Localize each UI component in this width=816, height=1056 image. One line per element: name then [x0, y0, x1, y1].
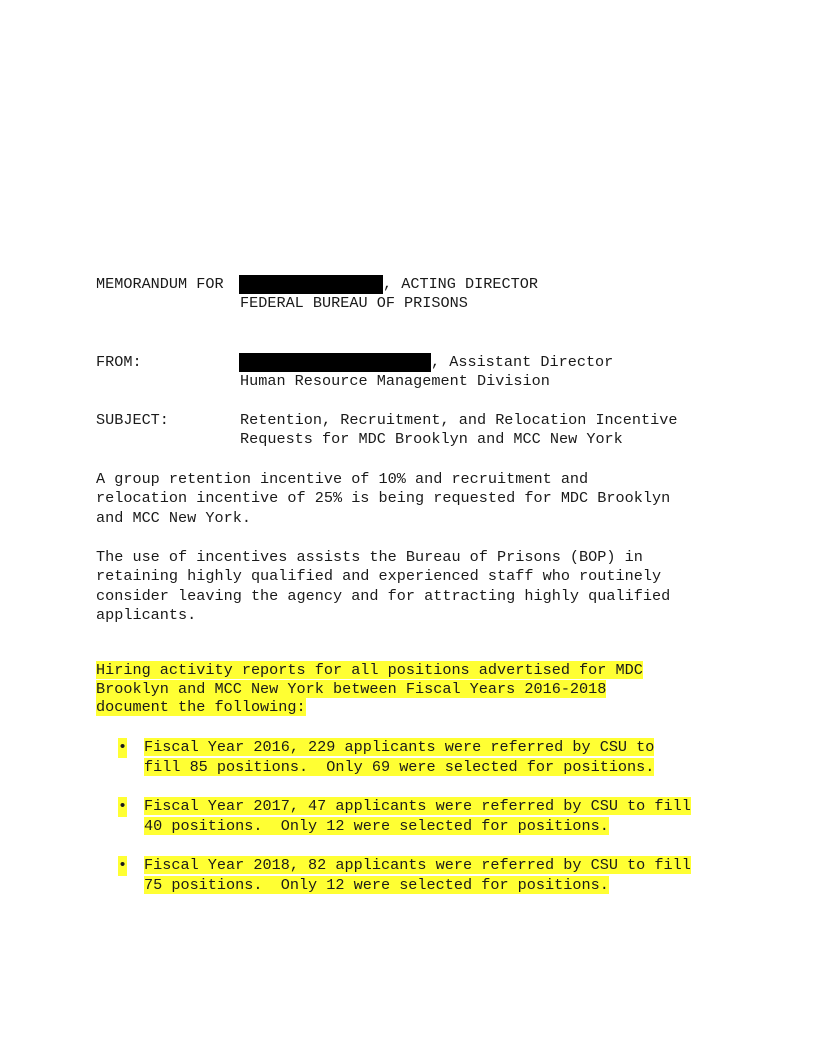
from-division: Human Resource Management Division — [240, 372, 550, 390]
memorandum-organization: FEDERAL BUREAU OF PRISONS — [240, 294, 468, 312]
bullet-icon: • — [118, 797, 128, 815]
subject-label: SUBJECT: — [96, 411, 169, 429]
body-paragraph-incentive-request: A group retention incentive of 10% and recruitment and relocation incentive of 25% is being requested for MDC Brooklyn and MCC New York. — [96, 470, 671, 527]
bullet-icon: • — [118, 738, 128, 756]
redaction-block-sender-name — [239, 353, 431, 372]
bullet-line-1: Fiscal Year 2017, 47 applicants were referred by CSU to fill — [144, 797, 691, 815]
bullet-line-2: 75 positions. Only 12 were selected for positions. — [144, 875, 609, 894]
bullet-line-1: Fiscal Year 2016, 229 applicants were referred by CSU to — [144, 738, 655, 756]
body-paragraph-incentive-purpose: The use of incentives assists the Bureau of Prisons (BOP) in retaining highly qualified and experienced staff who routinely consider leaving the agency and for attracting highly qualified applicants. — [96, 548, 671, 624]
bullet-icon: • — [118, 856, 128, 874]
hiring-paragraph-line-3 — [96, 698, 306, 718]
hiring-paragraph-line-1-text: Hiring activity reports for all positions advertised for MDC — [96, 661, 643, 679]
hiring-paragraph-line-3-text: document the following: — [96, 698, 306, 716]
list-item — [96, 797, 736, 836]
fiscal-year-bullet-list — [96, 738, 736, 915]
redaction-block-director-name — [239, 275, 383, 294]
memorandum-label: MEMORANDUM FOR — [96, 275, 224, 293]
subject-line-1: Retention, Recruitment, and Relocation Incentive — [240, 411, 678, 429]
bullet-line-2: 40 positions. Only 12 were selected for positions. — [144, 816, 609, 835]
memorandum-title: , ACTING DIRECTOR — [383, 275, 538, 293]
hiring-paragraph-line-2 — [96, 680, 606, 700]
subject-line-2: Requests for MDC Brooklyn and MCC New York — [240, 430, 623, 448]
bullet-line-2: fill 85 positions. Only 69 were selected for positions. — [144, 757, 655, 776]
hiring-paragraph-line-2-text: Brooklyn and MCC New York between Fiscal Years 2016-2018 — [96, 680, 607, 698]
from-label: FROM: — [96, 353, 142, 371]
hiring-paragraph-line-1 — [96, 661, 643, 681]
list-item — [96, 738, 736, 777]
bullet-line-1: Fiscal Year 2018, 82 applicants were referred by CSU to fill — [144, 856, 691, 874]
from-title: , Assistant Director — [431, 353, 614, 371]
list-item — [96, 856, 736, 895]
